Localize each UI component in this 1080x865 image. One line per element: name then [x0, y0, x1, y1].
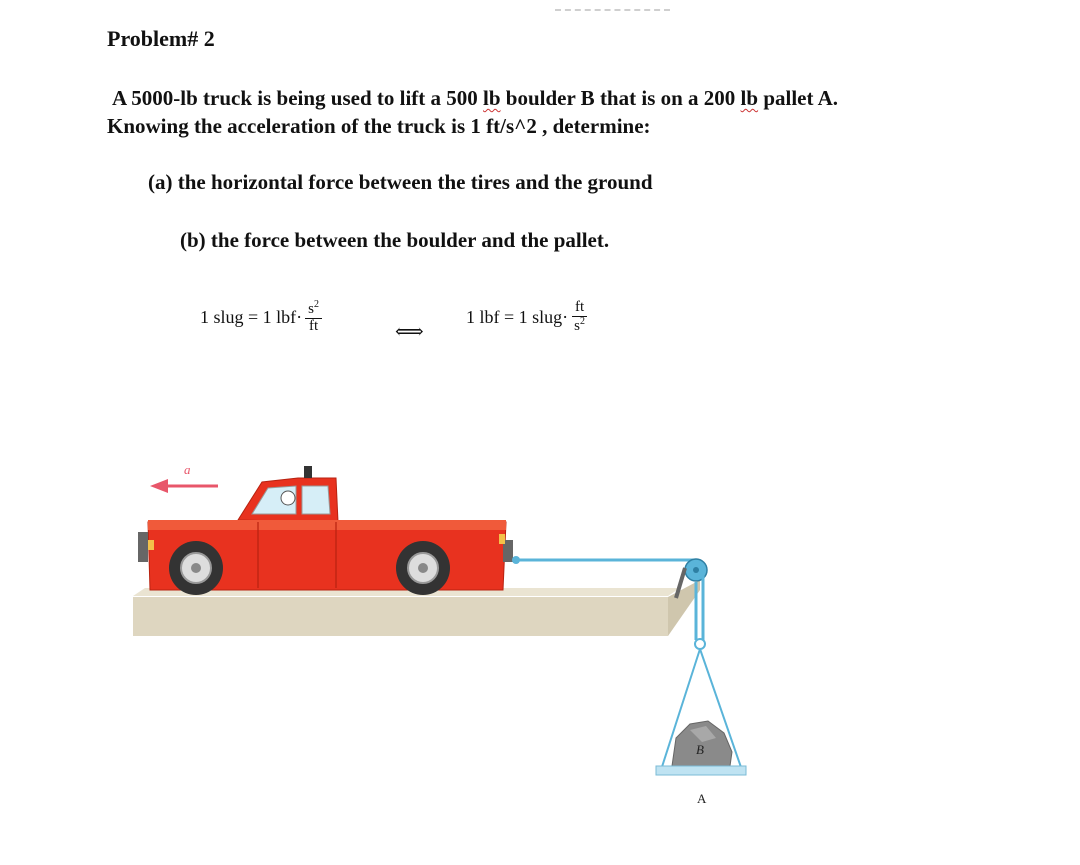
statement-segment: A 5000-lb truck is being used to lift a 500: [112, 86, 484, 110]
fraction-denominator: ft: [308, 317, 319, 334]
question-part-b: (b) the force between the boulder and the pallet.: [180, 228, 610, 252]
problem-statement-line2: Knowing the acceleration of the truck is 1 ft/s^2 , determine:: [107, 114, 651, 138]
fraction-numerator: $s^2$: [305, 300, 322, 319]
fraction-denominator: $s^2$: [574, 315, 585, 334]
statement-segment: pallet A.: [758, 86, 838, 110]
problem-title: Problem# 2: [107, 26, 215, 51]
equivalence-arrow: ⟺: [395, 321, 424, 343]
pallet: [656, 766, 746, 775]
boulder-label: B: [696, 742, 704, 757]
acceleration-arrow: [150, 479, 218, 493]
formula-text: 1 slug = 1 lbf·: [200, 306, 303, 327]
pallet-label: A: [697, 791, 707, 806]
unit-lb-underlined: lb: [483, 86, 501, 110]
tow-cable: [512, 556, 694, 564]
fraction-numerator: ft: [572, 300, 587, 317]
question-part-a: (a) the horizontal force between the tires and the ground: [148, 170, 653, 194]
unit-lb-underlined: lb: [740, 86, 759, 110]
acceleration-label: a: [184, 462, 191, 477]
formula-text: 1 lbf = 1 slug·: [466, 306, 569, 327]
statement-segment: boulder B that is on a 200: [500, 86, 741, 110]
